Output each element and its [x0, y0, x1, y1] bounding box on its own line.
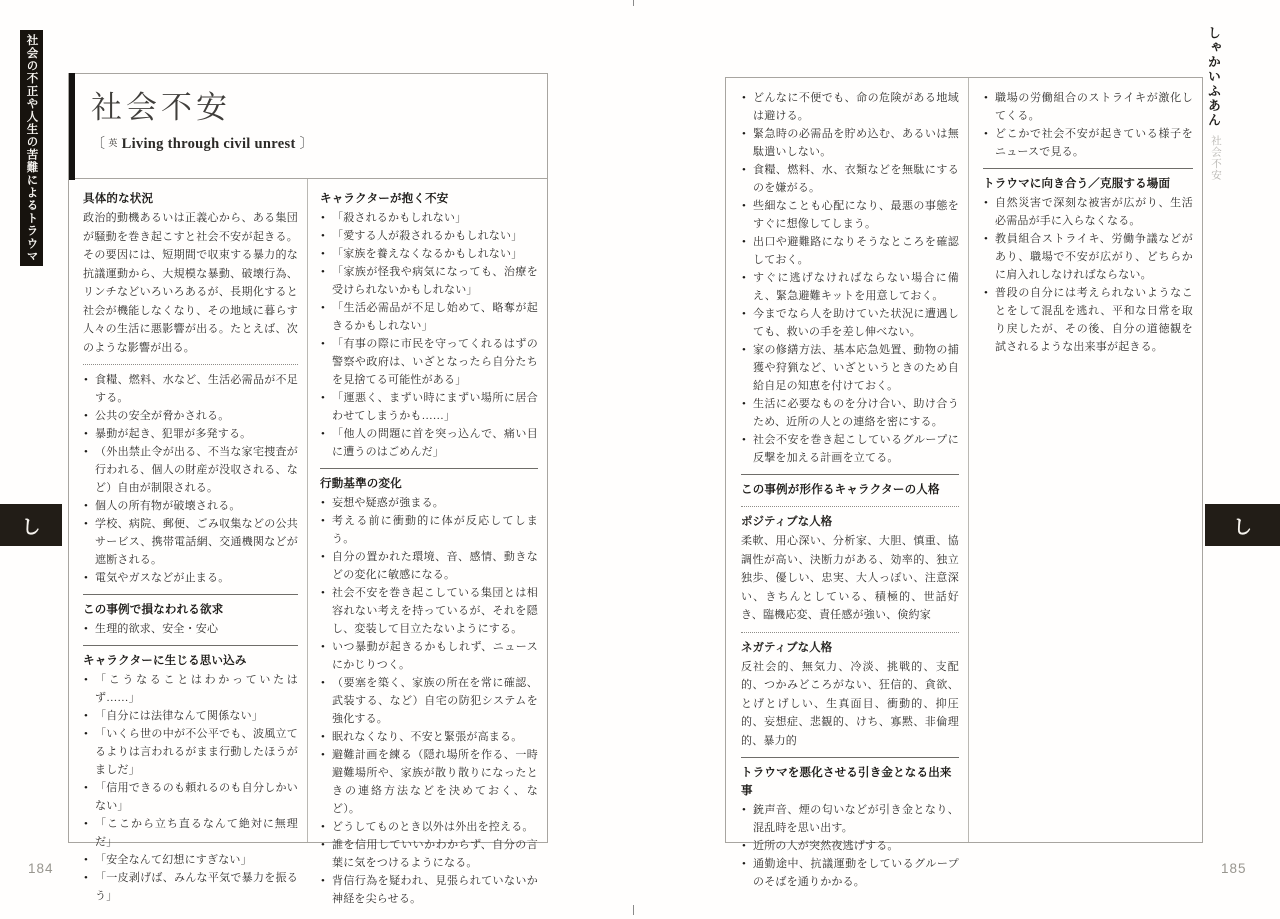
situation-effects-list: [83, 371, 298, 587]
list-item: • 普段の自分には考えられないようなことをして混乱を逃れ、平和な日常を取り戻したが、その後、自分の道徳観を試されるような出来事が起きる。: [983, 284, 1193, 356]
section-heading-behavior: 行動基準の変化: [320, 478, 402, 490]
section-heading-triggers: トラウマを悪化させる引き金となる出来事: [741, 767, 952, 797]
list-item: • 「他人の問題に首を突っ込んで、痛い目に遭うのはごめんだ」: [320, 425, 538, 461]
section-heading-needs: この事例で損なわれる欲求: [83, 604, 224, 616]
list-item: • どんなに不便でも、命の危険がある地域は避ける。: [741, 89, 959, 125]
list-item: • （外出禁止令が出る、不当な家宅捜査が行われる、個人の財産が没収される、など）自由が制限される。: [83, 443, 298, 497]
solid-divider: [320, 468, 538, 469]
list-item: • 銃声音、煙の匂いなどが引き金となり、混乱時を思い出す。: [741, 801, 959, 837]
section-heading-beliefs: キャラクターに生じる思い込み: [83, 655, 247, 667]
list-item: • 考える前に衝動的に体が反応してしまう。: [320, 512, 538, 548]
page-number-right: 185: [1221, 861, 1247, 876]
entry-subtitle: [91, 133, 547, 153]
triggers-list: [741, 801, 959, 891]
triggers-continued-list: [983, 89, 1193, 161]
list-item: • 「生活必需品が不足し始めて、略奪が起きるかもしれない」: [320, 299, 538, 335]
index-tab-left: し: [0, 504, 62, 546]
list-item: • 「家族が怪我や病気になっても、治療を受けられないかもしれない」: [320, 263, 538, 299]
list-item: • 避難計画を練る（隠れ場所を作る、一時避難場所や、家族が散り散りになったときの連絡方法などを決めておく、など）。: [320, 746, 538, 818]
list-item: • 「殺されるかもしれない」: [320, 209, 538, 227]
fears-list: [320, 209, 538, 461]
list-item: • 生活に必要なものを分け合い、助け合うため、近所の人との連絡を密にする。: [741, 395, 959, 431]
list-item: • 社会不安を巻き起こしている集団とは相容れない考えを持っているが、それを隠し、変装して目立たないようにする。: [320, 584, 538, 638]
behavior-change-list: [320, 494, 538, 908]
list-item: • 些細なことも心配になり、最悪の事態をすぐに想像してしまう。: [741, 197, 959, 233]
list-item: • 通勤途中、抗議運動をしているグループのそばを通りかかる。: [741, 855, 959, 891]
list-item: • どこかで社会不安が起きている様子をニュースで見る。: [983, 125, 1193, 161]
index-tab-right: し: [1205, 504, 1280, 546]
dotted-divider: [741, 632, 959, 633]
list-item: • 電気やガスなどが止まる。: [83, 569, 298, 587]
section-heading-fears: キャラクターが抱く不安: [320, 193, 449, 205]
subtitle-english-text: Living through civil unrest: [121, 136, 296, 153]
page-edge-labels: [1204, 26, 1223, 236]
section-heading-overcome: トラウマに向き合う／克服する場面: [983, 178, 1171, 190]
list-item: • 眠れなくなり、不安と緊張が高まる。: [320, 728, 538, 746]
list-item: • 食糧、燃料、水など、生活必需品が不足する。: [83, 371, 298, 407]
crop-mark-bottom: [633, 905, 634, 915]
list-item: • 個人の所有物が破壊される。: [83, 497, 298, 515]
list-item: • 家の修繕方法、基本応急処置、動物の捕獲や狩猟など、いざというときのため自給自足の知恵を付けておく。: [741, 341, 959, 395]
list-item: • 「安全なんて幻想にすぎない」: [83, 851, 298, 869]
section-heading-situation: 具体的な状況: [83, 193, 154, 205]
positive-personality-text: 柔軟、用心深い、分析家、大胆、慎重、協調性が高い、決断力がある、効率的、独立独歩、優しい、忠実、大人っぽい、注意深い、きちんとしている、積極的、世話好き、臨機応変、責任感が強い、倹約家: [741, 535, 959, 621]
right-page-panel: [725, 77, 1203, 888]
solid-divider: [83, 645, 298, 646]
list-item: • 食糧、燃料、水、衣類などを無駄にするのを嫌がる。: [741, 161, 959, 197]
section-heading-personality: この事例が形作るキャラクターの人格: [741, 484, 940, 496]
list-item: • 「いくら世の中が不公平でも、波風立てるよりは言われるがまま行動したほうがましだ」: [83, 725, 298, 779]
right-page-column-1: [726, 78, 969, 888]
list-item: • 「こうなることはわかっていたはず……」: [83, 671, 298, 707]
overcome-scenes-list: [983, 194, 1193, 356]
list-item: • 今までなら人を助けていた状況に遭遇しても、救いの手を差し伸べない。: [741, 305, 959, 341]
list-item: • 「家族を養えなくなるかもしれない」: [320, 245, 538, 263]
solid-divider: [741, 474, 959, 475]
list-item: • 生理的欲求、安全・安心: [83, 620, 298, 638]
needs-list: [83, 620, 298, 638]
list-item: • 「信用できるのも頼れるのも自分しかいない」: [83, 779, 298, 815]
list-item: • 学校、病院、郵便、ごみ収集などの公共サービス、携帯電話網、交通機関などが遮断される。: [83, 515, 298, 569]
right-page-columns: [726, 78, 1202, 888]
behavior-continued-list: [741, 89, 959, 467]
right-page-column-2: [969, 78, 1202, 842]
list-item: • 自然災害で深刻な被害が広がり、生活必需品が手に入らなくなる。: [983, 194, 1193, 230]
left-page-column-1: [69, 179, 308, 902]
list-item: • 近所の人が突然夜逃げする。: [741, 837, 959, 855]
subtitle-bracket-close: 〕: [299, 137, 314, 153]
solid-divider: [741, 757, 959, 758]
list-item: • 出口や避難路になりそうなところを確認しておく。: [741, 233, 959, 269]
crop-mark-top: [633, 0, 634, 6]
list-item: • 自分の置かれた環境、音、感情、動きなどの変化に敏感になる。: [320, 548, 538, 584]
entry-title-block: [69, 74, 547, 179]
subheading-negative-personality: ネガティブな人格: [741, 641, 833, 654]
list-item: • 暴動が起き、犯罪が多発する。: [83, 425, 298, 443]
list-item: • （要塞を築く、家族の所在を常に確認、武装する、など）自宅の防犯システムを強化する。: [320, 674, 538, 728]
beliefs-list: [83, 671, 298, 905]
list-item: • すぐに逃げなければならない場合に備え、緊急避難キットを用意しておく。: [741, 269, 959, 305]
solid-divider: [83, 594, 298, 595]
list-item: • 「愛する人が殺されるかもしれない」: [320, 227, 538, 245]
entry-title-vertical: 社会不安: [1210, 134, 1221, 181]
list-item: • 背信行為を疑われ、見張られていないか神経を尖らせる。: [320, 872, 538, 908]
list-item: • 教員組合ストライキ、労働争議などがあり、職場で不安が広がり、どちらかに肩入れしなければならない。: [983, 230, 1193, 284]
entry-reading-vertical: しゃかいふあん: [1206, 26, 1221, 128]
list-item: • 妄想や疑惑が強まる。: [320, 494, 538, 512]
subtitle-language-tag: 英: [108, 138, 118, 149]
list-item: • 誰を信用していいかわからず、自分の言葉に気をつけるようになる。: [320, 836, 538, 872]
entry-title: 社会不安: [91, 90, 231, 125]
left-page-columns: [69, 179, 547, 905]
subtitle-bracket-open: 〔: [91, 137, 106, 153]
solid-divider: [983, 168, 1193, 169]
list-item: • どうしてものとき以外は外出を控える。: [320, 818, 538, 836]
list-item: • 社会不安を巻き起こしているグループに反撃を加える計画を立てる。: [741, 431, 959, 467]
left-page-column-2: [308, 179, 547, 905]
subheading-positive-personality: ポジティブな人格: [741, 516, 833, 528]
negative-personality-text: 反社会的、無気力、冷淡、挑戦的、支配的、つかみどころがない、狂信的、貪欲、とげとげしい、生真面目、衝動的、抑圧的、妄想症、悲観的、けち、寡黙、非倫理的、暴力的: [741, 660, 959, 747]
dotted-divider: [83, 364, 298, 365]
list-item: • 緊急時の必需品を貯め込む、あるいは無駄遣いしない。: [741, 125, 959, 161]
list-item: • 「運悪く、まずい時にまずい場所に居合わせてしまうかも……」: [320, 389, 538, 425]
list-item: • 職場の労働組合のストライキが激化してくる。: [983, 89, 1193, 125]
list-item: • いつ暴動が起きるかもしれず、ニュースにかじりつく。: [320, 638, 538, 674]
list-item: • 「自分には法律なんて関係ない」: [83, 707, 298, 725]
list-item: • 「ここから立ち直るなんて絶対に無理だ」: [83, 815, 298, 851]
situation-intro-paragraph: 政治的動機あるいは正義心から、ある集団が騒動を巻き起こすと社会不安が起きる。その要因には、短期間で収束する暴力的な抗議運動から、大規模な暴動、破壊行為、リンチなどいろいろあるが、長期化すると社会が機能しなくなり、その地域に暮らす人々の生活に悪影響が出る。たとえば、次のような影響が出る。: [83, 212, 298, 354]
page-number-left: 184: [28, 861, 54, 876]
list-item: • 「一皮剥げば、みんな平気で暴力を振るう」: [83, 869, 298, 905]
chapter-edge-banner: [20, 30, 43, 266]
list-item: • 「有事の際に市民を守ってくれるはずの警察や政府は、いざとなったら自分たちを見捨てる可能性がある」: [320, 335, 538, 389]
dotted-divider: [741, 506, 959, 507]
title-accent-bar: [69, 73, 75, 180]
list-item: • 公共の安全が脅かされる。: [83, 407, 298, 425]
chapter-edge-banner-label: 社会の不正や人生の苦難によるトラウマ: [25, 33, 38, 263]
left-page-panel: [68, 73, 548, 905]
